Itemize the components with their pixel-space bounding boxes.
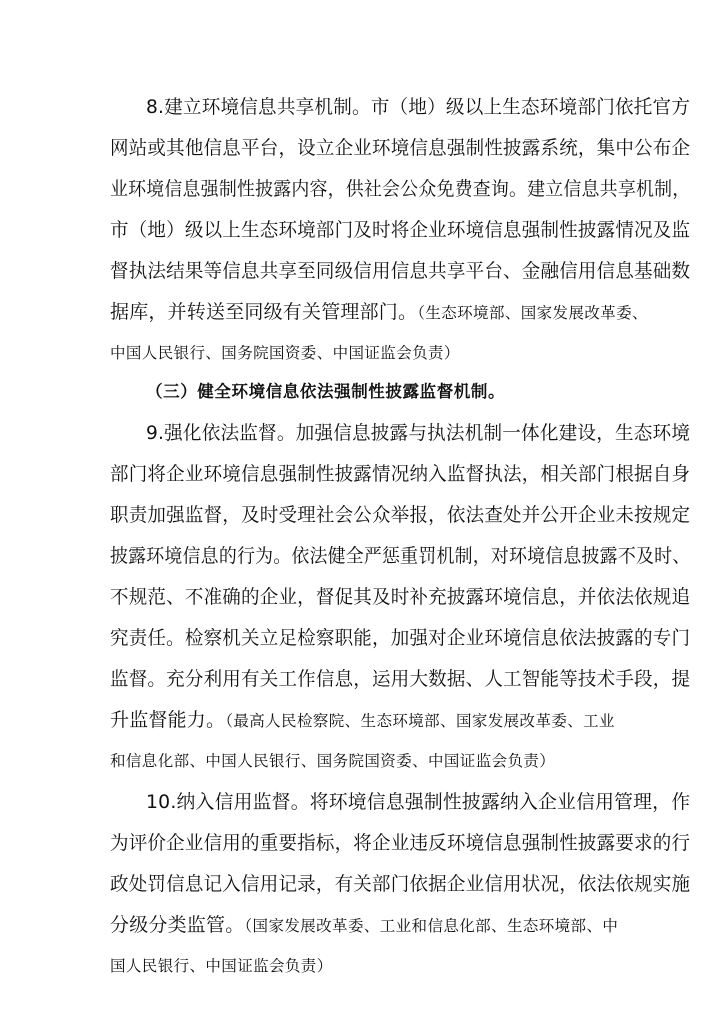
paragraph-8-line-5: 督执法结果等信息共享至同级信用信息共享平台、金融信用信息基础数 <box>110 260 691 282</box>
paragraph-9-line-2: 部门将企业环境信息强制性披露情况纳入监督执法，相关部门根据自身 <box>110 463 691 485</box>
paragraph-10-line-2: 为评价企业信用的重要指标，将企业违反环境信息强制性披露要求的行 <box>110 832 691 854</box>
paragraph-10-responsible-1: （国家发展改革委、工业和信息化部、生态环境部、中 <box>244 917 619 935</box>
paragraph-10-responsible-2: 国人民银行、中国证监会负责） <box>110 957 333 975</box>
paragraph-9-line-3: 职责加强监督，及时受理社会公众举报，依法查处并公开企业未按规定 <box>110 504 691 526</box>
paragraph-8-last-text: 据库，并转送至同级有关管理部门。 <box>110 301 418 323</box>
paragraph-10-line-3: 政处罚信息记入信用记录，有关部门依据企业信用状况，依法依规实施 <box>110 873 691 895</box>
section-3-heading: （三）健全环境信息依法强制性披露监督机制。 <box>146 382 506 401</box>
paragraph-8-line-6 <box>110 297 648 327</box>
paragraph-8-line-3: 业环境信息强制性披露内容，供社会公众免费查询。建立信息共享机制， <box>110 178 691 200</box>
paragraph-9-line-5: 不规范、不准确的企业，督促其及时补充披露环境信息，并依法依规追 <box>110 586 691 608</box>
paragraph-8-line-1: 8.建立环境信息共享机制。市（地）级以上生态环境部门依托官方 <box>146 96 691 118</box>
paragraph-10-line-4 <box>110 910 618 940</box>
paragraph-9-line-6: 究责任。检察机关立足检察职能，加强对企业环境信息依法披露的专门 <box>110 627 691 649</box>
paragraph-9-last-text: 升监督能力。 <box>110 709 226 731</box>
paragraph-9-line-7: 监督。充分利用有关工作信息，运用大数据、人工智能等技术手段，提 <box>110 668 691 690</box>
paragraph-9-responsible-1: （最高人民检察院、生态环境部、国家发展改革委、工业 <box>225 712 615 730</box>
paragraph-9-line-1: 9.强化依法监督。加强信息披露与执法机制一体化建设，生态环境 <box>146 422 691 444</box>
paragraph-9-responsible-2: 和信息化部、中国人民银行、国务院国资委、中国证监会负责） <box>110 752 556 770</box>
paragraph-8-line-4: 市（地）级以上生态环境部门及时将企业环境信息强制性披露情况及监 <box>110 219 691 241</box>
paragraph-10-line-1: 10.纳入信用监督。将环境信息强制性披露纳入企业信用管理，作 <box>146 791 691 813</box>
paragraph-9-line-4: 披露环境信息的行为。依法健全严惩重罚机制，对环境信息披露不及时、 <box>110 545 691 567</box>
paragraph-9-line-8 <box>110 705 615 735</box>
paragraph-8-responsible-1: （生态环境部、国家发展改革委、 <box>417 304 648 322</box>
paragraph-8-line-2: 网站或其他信息平台，设立企业环境信息强制性披露系统，集中公布企 <box>110 137 691 159</box>
paragraph-8-responsible-2: 中国人民银行、国务院国资委、中国证监会负责） <box>110 344 460 362</box>
paragraph-10-last-text: 分级分类监管。 <box>110 914 245 936</box>
